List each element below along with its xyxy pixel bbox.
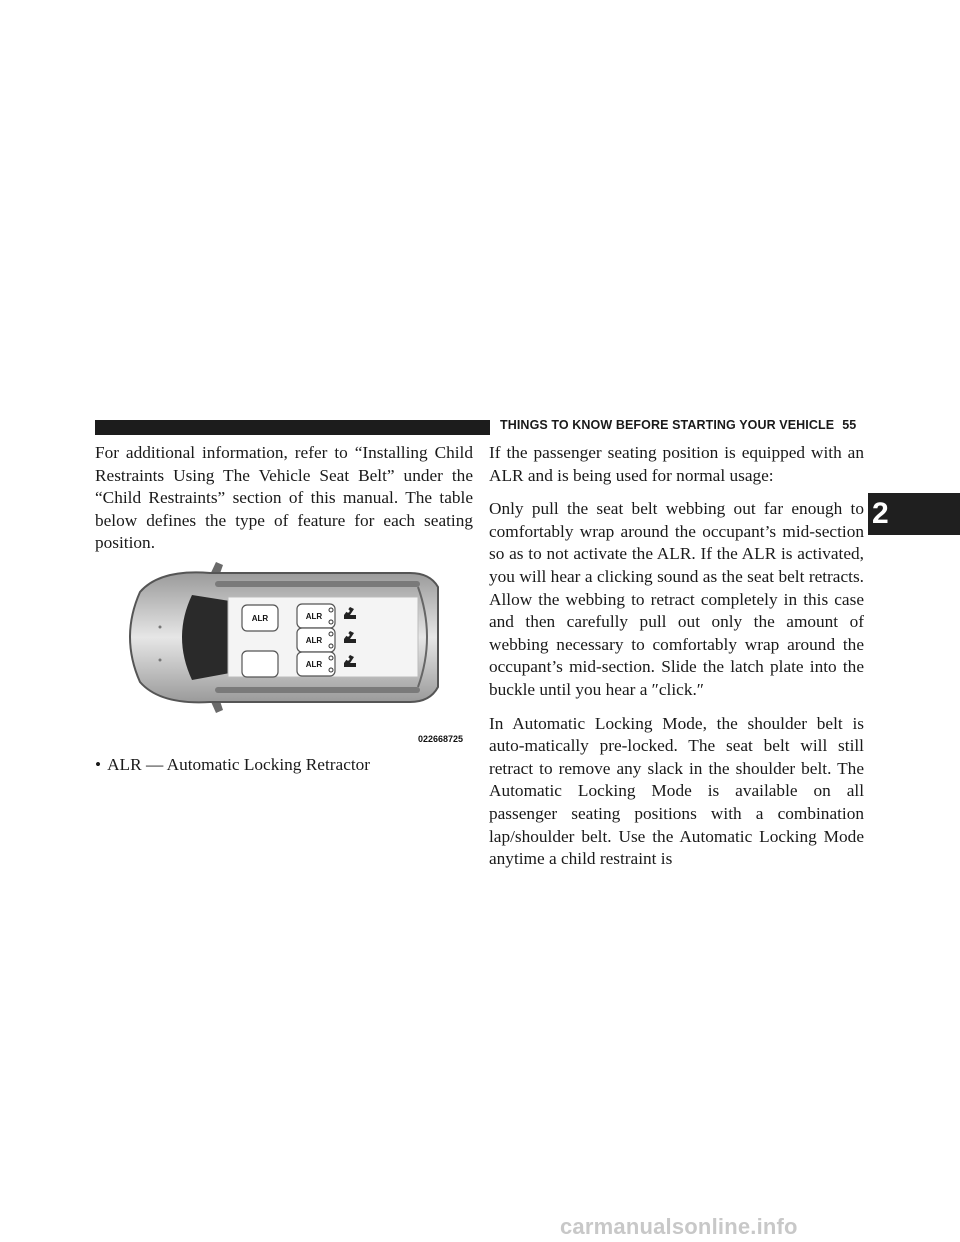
seat-label-front: ALR [251,614,269,623]
driver-seat [242,651,278,677]
bullet-item [95,754,370,776]
left-column [95,442,473,566]
running-header [500,418,866,432]
bullet-dot: • [95,755,102,774]
roof-rail-top [215,581,420,587]
right-column [489,442,864,882]
header-rule [95,420,490,435]
header-title: THINGS TO KNOW BEFORE STARTING YOUR VEHICLE [500,418,835,432]
paragraph: In Automatic Locking Mode, the shoulder belt is auto-matically pre-locked. The seat belt will still retract to remove any slack in the shoulder belt. The Automatic Locking Mode is available on all passenger seating positions with a combination lap/shoulder belt. Use the Automatic Locking Mode anytime a child restraint is [489,713,864,869]
seat-label-rear-right: ALR [305,612,323,621]
paragraph: If the passenger seating position is equipped with an ALR and is being used for normal usage: [489,443,864,485]
roof-rail-bottom [215,687,420,693]
watermark: carmanualsonline.info [560,1214,798,1239]
page-number: 55 [842,418,857,432]
seating-diagram [100,557,474,747]
bullet-text: ALR — Automatic Locking Retractor [107,755,371,774]
figure-id: 022668725 [418,734,464,744]
paragraph: Only pull the seat belt webbing out far enough to comfortably wrap around the occupant’s mid-section so as to not activate the ALR. If the ALR is activated, you will hear a clicking sound as the seat belt retracts. Allow the webbing to retract completely in this case and then carefully pull out only the amount of webbing necessary to comfortably wrap around the occupant’s mid-section. Slide the latch plate into the buckle until you hear a ″click.″ [489,499,864,699]
intro-paragraph: For additional information, refer to “Installing Child Restraints Using The Vehicle Seat Belt” under the “Child Restraints” section of this manual. The table below defines the type of feature for each seating position. [95,443,473,553]
seat-label-rear-center: ALR [305,636,323,645]
seat-label-rear-left: ALR [305,660,323,669]
windshield [182,595,230,680]
vehicle-top-view-illustration [100,557,474,747]
chapter-tab: 2 [868,493,960,535]
